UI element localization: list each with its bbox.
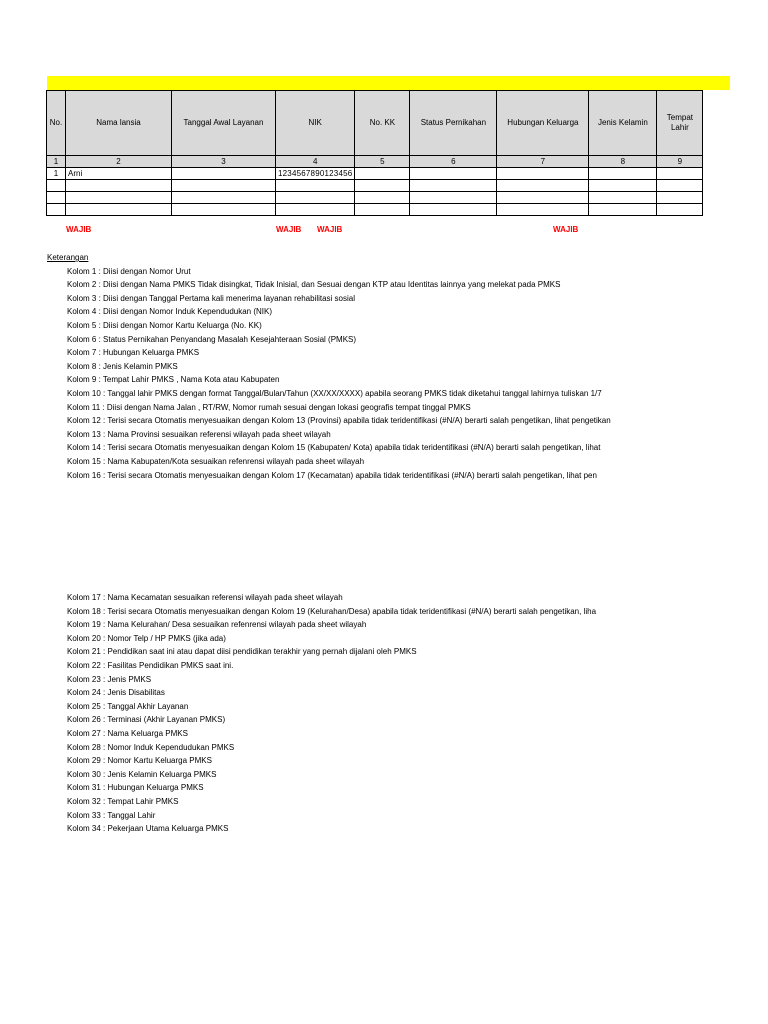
col-number: 5 <box>355 156 410 168</box>
table-cell[interactable] <box>589 192 657 204</box>
table-cell[interactable] <box>657 180 703 192</box>
note-item: Kolom 23 : Jenis PMKS <box>67 674 152 684</box>
wajib-label-jenis-kelamin: WAJIB <box>553 225 579 234</box>
col-number: 3 <box>172 156 276 168</box>
table-cell[interactable] <box>47 180 66 192</box>
col-number: 6 <box>410 156 497 168</box>
table-cell[interactable] <box>355 204 410 216</box>
col-header-tempat-lahir: Tempat Lahir <box>657 91 703 156</box>
table-cell[interactable] <box>172 204 276 216</box>
note-item: Kolom 32 : Tempat Lahir PMKS <box>67 796 179 806</box>
col-header-tanggal-awal-layanan: Tanggal Awal Layanan <box>172 91 276 156</box>
table-row <box>47 192 703 204</box>
notes-list <box>47 591 667 836</box>
table-cell[interactable] <box>172 192 276 204</box>
table-cell[interactable] <box>276 180 355 192</box>
col-number: 8 <box>589 156 657 168</box>
table-cell[interactable] <box>589 180 657 192</box>
note-item: Kolom 29 : Nomor Kartu Keluarga PMKS <box>67 756 212 766</box>
header-row <box>47 91 703 156</box>
note-item: Kolom 12 : Terisi secara Otomatis menyesuaikan dengan Kolom 13 (Provinsi) apabila tidak teridentifikasi (#N/A) berarti salah pengetikan, lihat pengetikan <box>67 416 611 426</box>
note-item: Kolom 3 : Diisi dengan Tanggal Pertama kali menerima layanan rehabilitasi sosial <box>67 293 356 303</box>
col-header-no-kk: No. KK <box>355 91 410 156</box>
note-item: Kolom 33 : Tanggal Lahir <box>67 810 156 820</box>
col-number: 2 <box>66 156 172 168</box>
table-cell[interactable] <box>172 180 276 192</box>
table-cell[interactable] <box>276 192 355 204</box>
table-cell[interactable] <box>410 204 497 216</box>
note-item: Kolom 21 : Pendidikan saat ini atau dapat diisi pendidikan terakhir yang pernah dijalani oleh PMKS <box>67 647 417 657</box>
note-item: Kolom 6 : Status Pernikahan Penyandang Masalah Kesejahteraan Sosial (PMKS) <box>67 334 357 344</box>
col-number: 4 <box>276 156 355 168</box>
column-number-row <box>47 156 703 168</box>
note-item: Kolom 25 : Tanggal Akhir Layanan <box>67 701 189 711</box>
table-cell[interactable] <box>589 204 657 216</box>
note-item: Kolom 13 : Nama Provinsi sesuaikan referensi wilayah pada sheet wilayah <box>67 429 331 439</box>
table-row <box>47 168 703 180</box>
note-item: Kolom 8 : Jenis Kelamin PMKS <box>67 361 178 371</box>
table-cell[interactable] <box>657 168 703 180</box>
table-cell[interactable]: 1234567890123456 <box>276 168 355 180</box>
notes-section <box>47 251 667 482</box>
table-cell[interactable] <box>657 192 703 204</box>
note-item: Kolom 11 : Diisi dengan Nama Jalan , RT/RW, Nomor rumah sesuai dengan lokasi geografis tempat tinggal PMKS <box>67 402 471 412</box>
note-item: Kolom 19 : Nama Kelurahan/ Desa sesuaikan refenrensi wilayah pada sheet wilayah <box>67 620 367 630</box>
note-item: Kolom 15 : Nama Kabupaten/Kota sesuaikan refenrensi wilayah pada sheet wilayah <box>67 456 365 466</box>
table-cell[interactable] <box>355 180 410 192</box>
col-number: 7 <box>497 156 589 168</box>
note-item: Kolom 34 : Pekerjaan Utama Keluarga PMKS <box>67 824 229 834</box>
wajib-label-no-kk: WAJIB <box>317 225 343 234</box>
note-item: Kolom 28 : Nomor Induk Kependudukan PMKS <box>67 742 235 752</box>
table-cell[interactable] <box>497 204 589 216</box>
note-item: Kolom 14 : Terisi secara Otomatis menyesuaikan dengan Kolom 15 (Kabupaten/ Kota) apabila tidak teridentifikasi (#N/A) berarti salah pengetikan, lihat <box>67 443 601 453</box>
table-cell[interactable] <box>410 192 497 204</box>
table-cell[interactable] <box>47 192 66 204</box>
col-header-status-pernikahan: Status Pernikahan <box>410 91 497 156</box>
table-cell[interactable] <box>355 192 410 204</box>
notes-section-continued <box>47 591 667 836</box>
table-cell[interactable]: 1 <box>47 168 66 180</box>
col-header-jenis-kelamin: Jenis Kelamin <box>589 91 657 156</box>
table-cell[interactable] <box>410 180 497 192</box>
table-cell[interactable] <box>589 168 657 180</box>
note-item: Kolom 17 : Nama Kecamatan sesuaikan referensi wilayah pada sheet wilayah <box>67 593 343 602</box>
table-cell[interactable] <box>66 192 172 204</box>
note-item: Kolom 31 : Hubungan Keluarga PMKS <box>67 783 204 793</box>
note-item: Kolom 5 : Diisi dengan Nomor Kartu Keluarga (No. KK) <box>67 320 262 330</box>
table-cell[interactable] <box>47 204 66 216</box>
table-cell[interactable] <box>657 204 703 216</box>
note-item: Kolom 20 : Nomor Telp / HP PMKS (jika ada) <box>67 633 226 643</box>
data-table <box>46 90 703 216</box>
note-item: Kolom 10 : Tanggal lahir PMKS dengan format Tanggal/Bulan/Tahun (XX/XX/XXXX) apabila seorang PMKS tidak diketahui tanggal lahirnya tuliskan 1/7 <box>67 388 602 398</box>
note-item: Kolom 24 : Jenis Disabilitas <box>67 688 165 698</box>
col-header-nama-lansia: Nama lansia <box>66 91 172 156</box>
table-cell[interactable]: Arni <box>66 168 172 180</box>
note-item: Kolom 26 : Terminasi (Akhir Layanan PMKS) <box>67 715 226 725</box>
table-cell[interactable] <box>497 168 589 180</box>
notes-title: Keterangan <box>47 253 89 262</box>
note-item: Kolom 30 : Jenis Kelamin Keluarga PMKS <box>67 769 217 779</box>
note-item: Kolom 22 : Fasilitas Pendidikan PMKS saat ini. <box>67 660 234 670</box>
wajib-label-nik: WAJIB <box>276 225 302 234</box>
header-banner <box>47 76 730 90</box>
col-header-no: No. <box>47 91 66 156</box>
table-row <box>47 180 703 192</box>
col-header-nik: NIK <box>276 91 355 156</box>
wajib-label-nama: WAJIB <box>66 225 92 234</box>
table-cell[interactable] <box>66 180 172 192</box>
table-row <box>47 204 703 216</box>
note-item: Kolom 16 : Terisi secara Otomatis menyesuaikan dengan Kolom 17 (Kecamatan) apabila tidak teridentifikasi (#N/A) berarti salah pengetikan, lihat pen <box>67 470 597 480</box>
note-item: Kolom 27 : Nama Keluarga PMKS <box>67 728 188 738</box>
note-item: Kolom 9 : Tempat Lahir PMKS , Nama Kota atau Kabupaten <box>67 375 280 385</box>
table-cell[interactable] <box>410 168 497 180</box>
table-cell[interactable] <box>497 192 589 204</box>
col-number: 9 <box>657 156 703 168</box>
note-item: Kolom 2 : Diisi dengan Nama PMKS Tidak disingkat, Tidak Inisial, dan Sesuai dengan KTP atau Identitas lainnya yang melekat pada PMKS <box>67 280 561 290</box>
col-header-hubungan-keluarga: Hubungan Keluarga <box>497 91 589 156</box>
notes-list <box>47 265 667 483</box>
note-item: Kolom 7 : Hubungan Keluarga PMKS <box>67 348 200 358</box>
table-cell[interactable] <box>276 204 355 216</box>
table-cell[interactable] <box>497 180 589 192</box>
note-item: Kolom 4 : Diisi dengan Nomor Induk Kependudukan (NIK) <box>67 307 272 317</box>
table-cell[interactable] <box>172 168 276 180</box>
table-cell[interactable] <box>66 204 172 216</box>
note-item: Kolom 1 : Diisi dengan Nomor Urut <box>67 266 191 276</box>
note-item: Kolom 18 : Terisi secara Otomatis menyesuaikan dengan Kolom 19 (Kelurahan/Desa) apabila tidak teridentifikasi (#N/A) berarti salah pengetikan, liha <box>67 606 597 616</box>
col-number: 1 <box>47 156 66 168</box>
table-cell[interactable] <box>355 168 410 180</box>
